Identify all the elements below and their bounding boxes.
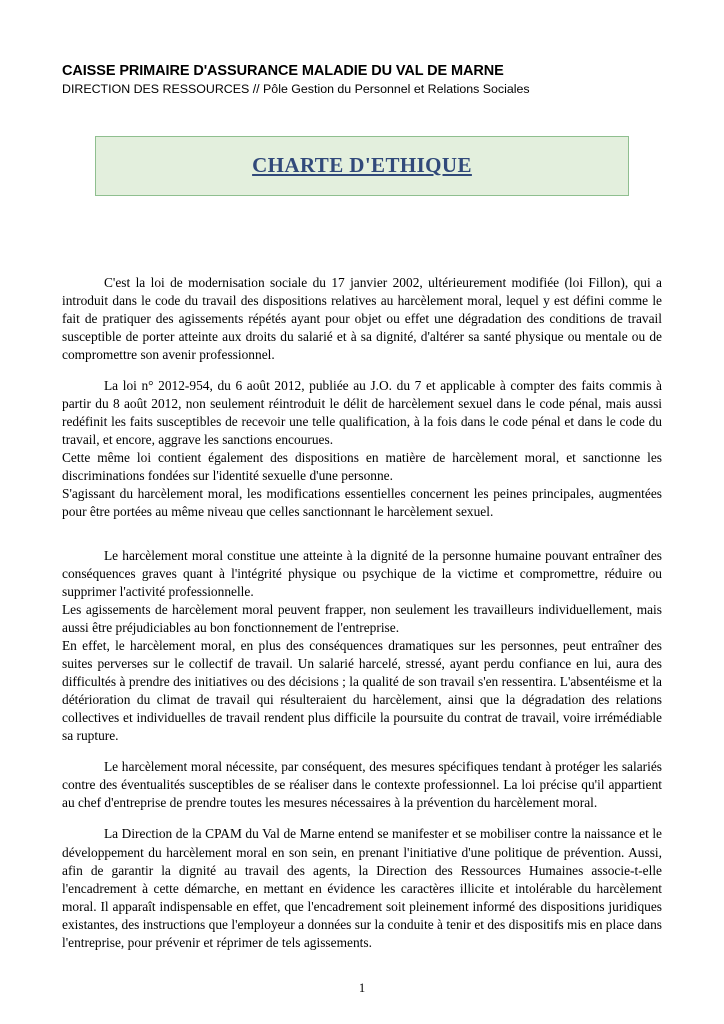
paragraph-mesures-specifiques: Le harcèlement moral nécessite, par conséquent, des mesures spécifiques tendant à protéger les salariés contre des éventualités susceptibles de se réaliser dans le contexte professionnel. La loi précise qu'il appartient au chef d'entreprise de prendre toutes les mesures nécessaires à la prévention du harcèlement moral. [62, 759, 662, 811]
paragraph-discriminations: Cette même loi contient également des dispositions en matière de harcèlement moral, et sanctionne les discriminations fondées sur l'identité sexuelle d'une personne. [62, 449, 662, 483]
paragraph-peines-principales: S'agissant du harcèlement moral, les modifications essentielles concernent les peines principales, augmentées pour être portées au même niveau que celles sanctionnant le harcèlement sexuel. [62, 485, 662, 519]
charte-title: CHARTE D'ETHIQUE [252, 153, 472, 178]
organization-subtitle: DIRECTION DES RESSOURCES // Pôle Gestion du Personnel et Relations Sociales [62, 82, 530, 97]
document-header [62, 62, 662, 98]
paragraph-loi-2012: La loi n° 2012-954, du 6 août 2012, publiée au J.O. du 7 et applicable à compter des faits commis à partir du 8 août 2012, non seulement réintroduit le délit de harcèlement sexuel dans le code pénal, mais aussi redéfinit les faits susceptibles de recevoir une telle qualification, à la fois dans le code pénal et dans le code du travail, et encore, aggrave les sanctions encourues. [62, 377, 662, 447]
charte-banner [95, 136, 629, 196]
paragraph-direction-cpam: La Direction de la CPAM du Val de Marne entend se manifester et se mobiliser contre la naissance et le développement du harcèlement moral en son sein, en prenant l'initiative d'une politique de prévention. Aussi, afin de garantir la dignité au travail des agents, la Direction des Ressources Humaines associe-t-elle l'encadrement à cette démarche, en mettant en évidence les caractères illicite et intolérable du harcèlement moral. Il apparaît indispensable en effet, que l'encadrement soit pleinement informé des dispositions juridiques existantes, des instructions que l'employeur a données sur la conduite à tenir et des dispositifs mis en place dans l'entreprise, pour prévenir et réprimer de tels agissements. [62, 826, 662, 950]
paragraph-agissements-frapper: Les agissements de harcèlement moral peuvent frapper, non seulement les travailleurs individuellement, mais aussi être préjudiciables au bon fonctionnement de l'entreprise. [62, 602, 662, 636]
document-body [62, 274, 662, 952]
paragraph-atteinte-dignite: Le harcèlement moral constitue une atteinte à la dignité de la personne humaine pouvant entraîner des conséquences graves quant à l'intégrité physique ou psychique de la victime et compromettre, réduire ou supprimer l'activité professionnelle. [62, 548, 662, 600]
page-number: 1 [358, 981, 366, 995]
paragraph-consequences-collectif: En effet, le harcèlement moral, en plus des conséquences dramatiques sur les personnes, peut entraîner des suites perverses sur le collectif de travail. Un salarié harcelé, stressé, ayant perdu confiance en lui, aura des difficultés à prendre des initiatives ou des décisions ; la qualité de son travail s'en ressentira. L'absentéisme et la détérioration du climat de travail qui résulteraient du harcèlement, ainsi que la dégradation des relations collectives et individuelles de travail rendent plus difficile la poursuite du contrat de travail, voire irrémédiable sa rupture. [62, 638, 662, 744]
paragraph-loi-modernisation: C'est la loi de modernisation sociale du 17 janvier 2002, ultérieurement modifiée (loi Fillon), qui a introduit dans le code du travail des dispositions relatives au harcèlement moral, lequel y est défini comme le fait de pratiquer des agissements répétés ayant pour objet ou effet une dégradation des conditions de travail susceptible de porter atteinte aux droits du salarié et à sa dignité, d'altérer sa santé physique ou mentale ou de compromettre son avenir professionnel. [62, 274, 662, 362]
organization-title: CAISSE PRIMAIRE D'ASSURANCE MALADIE DU VAL DE MARNE [62, 63, 504, 79]
